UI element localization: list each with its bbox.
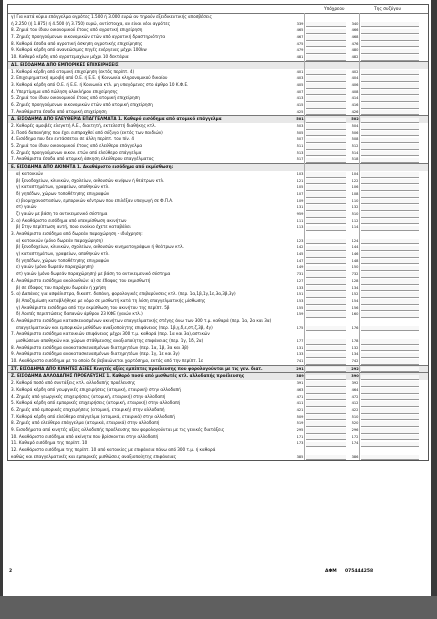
row-label: δ) γηπέδων, χώρων τοποθέτησης επιγραφών [16, 257, 110, 263]
spouse-field-code: 518 [351, 157, 359, 162]
taxpayer-field-code: 127 [296, 278, 304, 283]
row-label: β) Αποζημίωση καταβλήθηκε με νόμο σε μισθωτή κατά τη λύση επαγγελματικής μίσθωσης [16, 297, 206, 303]
row-label: ΣΤ. ΕΙΣΟΔΗΜΑ ΑΠΟ ΚΙΝΗΤΕΣ ΑΞΙΕΣ Κινητές αξίες εμπίπτες προέλευσης που φορολογούνται με τις γεν. διατ. [11, 365, 263, 371]
spouse-field-code: 390 [351, 374, 359, 379]
row-label: 8. Ζημιές από ελεύθερο επάγγελμα (ατομικά, εταιρικά) στην αλλοδαπή [11, 420, 160, 426]
taxpayer-field-code: 959 [296, 211, 304, 216]
form-row [8, 231, 428, 238]
taxpayer-column-label: Υπόχρεου [324, 6, 345, 12]
section-header-row [8, 61, 428, 69]
form-row [8, 75, 428, 82]
taxpayer-field-code: 413 [296, 96, 304, 101]
form-row [8, 394, 428, 401]
row-label: γ) καταστημάτων, γραφείων, αποθηκών κτλ. [16, 251, 110, 257]
row-label: 8. Καθαρά έσοδα από αγροτική άσκηση αγροτικής επιχείρησης [11, 40, 143, 46]
spouse-field-code: 110 [351, 198, 359, 203]
form-row [8, 318, 428, 325]
row-label: β) ξενοδοχείων, κλινικών, σχολείων, αιθουσών κιν/φων ή θεάτρων κτλ. [16, 177, 165, 183]
taxpayer-field-code: 171 [296, 434, 304, 439]
row-label: ε) γαιών (μόνο δωρεάν παραχώρηση) [16, 264, 94, 270]
form-row [8, 14, 428, 21]
form-row [8, 89, 428, 96]
taxpayer-field-code: 467 [296, 35, 304, 40]
form-row [8, 136, 428, 143]
form-row [8, 198, 428, 205]
row-label: στ) γαιών [16, 204, 37, 210]
taxpayer-field-code: 741 [296, 359, 304, 364]
taxpayer-field-code: 149 [296, 265, 304, 270]
form-row [8, 143, 428, 150]
form-row [8, 278, 428, 285]
taxpayer-field-code: 111 [296, 218, 304, 223]
taxpayer-field-code: 517 [296, 157, 304, 162]
row-label: α) κατοικιών [16, 170, 43, 176]
row-label: 3. Καθαρά κέρδη από γεωργικές επιχειρήσεις (ατομική, εταιρική) στην αλλοδαπή [11, 386, 181, 392]
tax-form-page [5, 4, 430, 578]
form-row [8, 291, 428, 298]
spouse-field-code: 466 [351, 28, 359, 33]
form-row [8, 251, 428, 258]
row-label: ή 2.250 (ή 1.875) ή 4.500 (ή 3.750) ευρώ, αντίστοιχα, αν είναι νέοι αγρότες [11, 20, 171, 26]
taxpayer-field-code: 151 [296, 292, 304, 297]
spouse-field-code: 132 [351, 345, 359, 350]
row-label: 11. Καθαρό εισόδημα της περίπτ. 10 [11, 440, 88, 446]
taxpayer-field-code: 177 [296, 339, 304, 343]
taxpayer-field-code: 142 [296, 245, 304, 250]
form-row [8, 171, 428, 178]
taxpayer-field-code: 401 [296, 69, 304, 74]
row-label: 9. Ακαθάριστο εισόδημα ανακατασκευασμένων διατηρητέων (περ. 1γ, 1ε και 3γ) [11, 351, 180, 357]
taxpayer-field-code: 731 [296, 272, 304, 277]
form-row [8, 338, 428, 345]
row-label: 7. Ζημιές προηγούμενων οικονομικών ετών από αγροτική δραστηριότητα [11, 34, 166, 40]
spouse-field-code: 144 [351, 245, 359, 250]
taxpayer-field-code: 411 [296, 401, 304, 406]
row-label: 2. α) Ακαθάριστο εισόδημα από υπεκμίσθωση ακινήτων [11, 217, 127, 223]
row-label: γ) Ακαθάριστο εισόδημα από την εκμίσθωση του ακινήτου της περίπτ. 5β [16, 304, 170, 310]
spouse-field-code: 340 [351, 21, 359, 26]
spouse-field-code: 292 [351, 366, 359, 371]
taxpayer-field-code: 109 [296, 198, 304, 203]
spouse-field-code: 122 [351, 178, 359, 183]
form-row [8, 298, 428, 305]
spouse-field-code: 422 [351, 407, 359, 412]
row-label: 4. Υπερτίμημα από πώληση ολοκλήρου επιχείρησης [11, 88, 118, 94]
taxpayer-field-code: 471 [296, 394, 304, 399]
row-label: 3. Καθαρά κέρδη από Ο.Ε. ή Ε.Ε. ή Κοινωνία κτλ. μη υπαγόμενες στο άρθρο 10 Κ.Φ.Ε. [11, 81, 189, 87]
taxpayer-field-code: 407 [296, 89, 304, 94]
spouse-amount-field[interactable] [361, 455, 419, 461]
spouse-field-code: 732 [351, 272, 359, 277]
taxpayer-field-code: 133 [296, 352, 304, 357]
row-label: δ) γηπέδων, χώρων τοποθέτησης επιγραφών [16, 190, 110, 196]
form-row [8, 156, 428, 163]
form-row [8, 211, 428, 218]
taxpayer-field-code: 507 [296, 137, 304, 142]
spouse-field-code: 124 [351, 238, 359, 243]
row-label: 3. Ποσό δαπανήσης που έχει εισπραχθεί από σύζυγο (εκτός των παιδιών) [11, 129, 163, 135]
form-row [8, 305, 428, 312]
viewer-left-edge [0, 0, 3, 596]
form-row [8, 454, 428, 461]
form-row [8, 285, 428, 292]
spouse-field-code: 104 [351, 171, 359, 176]
row-label: 7. Ακαθάριστο εισόδημα κατοικιών επιφάνειας μέχρι 300 τ.μ. καθαρά (περ. 1α και 3α),αστικών [11, 331, 210, 337]
spouse-field-code: 148 [351, 258, 359, 263]
row-label: 9. Καθαρά κέρδη από ανανεώσιμες πηγές ενέργειας μέχρι 100kw [11, 47, 147, 53]
taxpayer-field-code: 123 [296, 238, 304, 243]
spouse-field-code: 512 [351, 144, 359, 149]
spouse-field-code: 296 [351, 427, 359, 432]
taxpayer-field-code: 511 [296, 144, 304, 149]
row-label: δ) Λοιπές περιπτώσεις δαπανών άρθρου 23 ΚΦΕ (γαιών κτλ.) [16, 311, 143, 317]
form-row [8, 218, 428, 225]
spouse-field-code: 506 [351, 130, 359, 135]
form-row [8, 178, 428, 185]
form-row [8, 123, 428, 130]
row-label: 5. Ζημιά του ίδιου οικονομικού έτους από ελεύθερο επάγγελμα [11, 143, 143, 149]
page-number: 2 [9, 569, 13, 574]
taxpayer-field-code: 145 [296, 252, 304, 257]
spouse-field-code: 154 [351, 298, 359, 303]
taxpayer-field-code: 403 [296, 76, 304, 81]
taxpayer-field-code: 475 [296, 41, 304, 46]
form-row [8, 109, 428, 116]
taxpayer-field-code: 103 [296, 171, 304, 176]
taxpayer-field-code: 153 [296, 298, 304, 303]
taxpayer-field-code: 509 [296, 414, 304, 419]
spouse-field-code: 108 [351, 191, 359, 196]
row-label: επαγγελματικών και εμπορικών μεθόδων αναξιοποίητης επιφάνειας (περ. 1β,γ,δ,ε,στ,ζ,3β, 4γ) [16, 324, 213, 330]
row-label: β) σε έδαφος του παρόχου δωρεάν ή χρήση [16, 284, 107, 290]
form-row [8, 387, 428, 394]
row-label: 2. Καθαρές αμοιβές ελεγκτή Α.Ε., διαιτητή, εκτελεστή διαθήκης κτλ. [11, 123, 156, 128]
spouse-field-code: 132 [351, 205, 359, 210]
taxpayer-field-code: 291 [296, 366, 304, 371]
spouse-field-code: 406 [351, 82, 359, 87]
spouse-field-code: 480 [351, 48, 359, 53]
section-header-row [8, 372, 428, 380]
spouse-field-code: 508 [351, 137, 359, 142]
spouse-field-code: 404 [351, 76, 359, 81]
form-row [8, 311, 428, 318]
spouse-field-code: 464 [351, 387, 359, 392]
spouse-field-code: 520 [351, 421, 359, 426]
spouse-field-code: 134 [351, 285, 359, 290]
form-row [8, 331, 428, 338]
spouse-field-code: 106 [351, 185, 359, 190]
form-row [8, 47, 428, 54]
taxpayer-field-code: 173 [296, 441, 304, 446]
spouse-field-code: 504 [351, 124, 359, 128]
row-label: 6. Ζημιές προηγούμενων οικονομικών ετών από ατομική επιχείρηση [11, 101, 153, 107]
spouse-field-code: 146 [351, 252, 359, 257]
taxpayer-field-code: 465 [296, 28, 304, 33]
row-label: ζ) γαιών με βάση το αντικειμενικό σύστημα [16, 210, 108, 216]
row-label: β) ξενοδοχείων, κλινικών, σχολείων, αιθουσών κινηματογράφων ή θεάτρων κτλ. [16, 244, 184, 250]
spouse-field-code: 742 [351, 359, 359, 364]
spouse-field-code: 112 [351, 218, 359, 223]
spouse-field-code: 412 [351, 401, 359, 406]
form-row [8, 440, 428, 447]
taxpayer-field-code: 391 [296, 381, 304, 386]
taxpayer-field-code: 481 [296, 55, 304, 60]
row-label: 6. Ζημιές προηγούμενων οικον. ετών από ελεύθερο επάγγελμα [11, 149, 142, 155]
form-row [8, 191, 428, 198]
spouse-field-code: 476 [351, 41, 359, 46]
taxpayer-field-code: 421 [296, 407, 304, 412]
taxpayer-field-code: 131 [296, 345, 304, 350]
row-label: 5. α) Δαπάνες για ασφάλιστρα, δικαστ. δαπάνη, φορολογικές επιβαρύνσεις κτλ. (περ. 1α,1β,1γ,1ε,3α,3β,3γ) [11, 291, 236, 297]
row-label: 4. Ζημιές από γεωργικές επιχειρήσεις (ατομική, εταιρική) στην αλλοδαπή [11, 393, 166, 399]
row-label: Δ1. ΕΙΣΟΔΗΜΑ ΑΠΟ ΕΜΠΟΡΙΚΕΣ ΕΠΙΧΕΙΡΗΣΕΙΣ [11, 61, 119, 67]
spouse-field-code: 386 [351, 454, 359, 459]
taxpayer-field-code: 503 [296, 124, 304, 128]
row-label: 4. Ακαθάριστο εισόδημα ακολουθιών: α) σε έδαφος του εκμισθωτή [11, 277, 151, 283]
row-label: 8. Ζημιά του ίδιου οικονομικού έτους από αγροτική επιχείρηση [11, 27, 143, 33]
income-form-table [7, 4, 429, 461]
spouse-column-label: Της συζύγου [374, 6, 401, 12]
taxpayer-field-code: 147 [296, 258, 304, 263]
form-row [8, 345, 428, 352]
taxpayer-field-code: 389 [296, 374, 304, 379]
form-row [8, 238, 428, 245]
spouse-field-code: 128 [351, 278, 359, 283]
row-label: γ) καταστημάτων, γραφείων, αποθηκών κτλ. [16, 184, 110, 190]
form-row [8, 420, 428, 427]
taxpayer-field-code: 131 [296, 205, 304, 210]
row-label: 2. Καθαρό ποσό από συντάξεις κτλ. αλλοδαπής προέλευσης [11, 380, 136, 386]
row-label: 10. Ακαθάριστο εισόδημα από ακίνητα που βρίσκονται στην αλλοδαπή [11, 433, 159, 439]
row-label: 1. Καθαρό κέρδη από ατομική επιχείρηση (εκτός περίπτ. 4) [11, 68, 135, 74]
row-label: 10. Ακαθάριστο εισόδημα με το οποίο δε βεβαιώνεται χαρτόσημο, εκτός από την περίπτ. 1ε [11, 358, 204, 364]
taxpayer-field-code: 415 [296, 102, 304, 107]
form-row [8, 325, 428, 332]
spouse-field-code: 416 [351, 102, 359, 107]
row-label: 5. Καθαρά κέρδη από εμπορικές επιχειρήσεις (ατομική, εταιρική) στην αλλοδαπή [11, 400, 181, 406]
viewer-bottom-toolbar [0, 596, 437, 619]
column-divider [359, 13, 360, 460]
row-label: καθώς και επαγγελματικές και εμπορικές μισθώσεις αναξιοποίητης επιφάνειας [11, 453, 177, 459]
row-label: στ) γαιών (μόνο δωρεάν παραχώρηση) με βάση το αντικειμενικό σύστημα [16, 271, 171, 277]
form-row [8, 34, 428, 41]
row-label: γ) Για κατά κύριο επάγγελμα αγρότες 1.500 ή 3.000 ευρώ αν τηρούν εξειδικευτικής αποσβέσεις [11, 14, 212, 19]
form-row [8, 380, 428, 387]
spouse-field-code: 172 [351, 434, 359, 439]
row-label: 8. Ακαθάριστο εισόδημα ανακατασκευασμένων διατηρητέων (περ. 1α, 1β, 3α και 3β) [11, 344, 189, 350]
page-footer [9, 569, 429, 579]
row-label: β) Στην περίπτωση αυτή, ποιο ενοίκιο έχετε καταβάλει [16, 224, 131, 230]
form-row [8, 414, 428, 421]
form-row [8, 150, 428, 157]
form-row [8, 95, 428, 102]
section-header-row [8, 365, 428, 373]
form-row [8, 204, 428, 211]
form-row [8, 54, 428, 61]
row-label: 7. Ακαθάριστα έσοδα από ατομική άσκηση ελεύθερου επαγγέλματος [11, 156, 154, 162]
taxpayer-field-code: 105 [296, 185, 304, 190]
row-label: Ζ. ΕΙΣΟΔΗΜΑ ΑΛΛΟΔΑΠΗΣ ΠΡΟΕΛΕΥΣΗΣ 1. Καθαρό ποσό από μισθωτές κτλ. αλλοδαπής προέλευσης [11, 373, 245, 379]
form-row [8, 427, 428, 434]
row-label: 3. Ακαθάριστο εισόδημα από δωρεάν παραχώρηση - ιδιόχρηση: [11, 231, 143, 236]
afm-label: ΑΦΜ [325, 569, 337, 574]
row-label: α) κατοικιών (μόνο δωρεάν παραχώρηση) [16, 237, 103, 243]
column-header [8, 5, 428, 14]
taxpayer-field-code: 519 [296, 421, 304, 426]
spouse-field-code: 178 [351, 339, 359, 343]
taxpayer-field-code: 295 [296, 427, 304, 432]
row-label: 6. Ζημιές από εμπορικές επιχειρήσεις (ατομική, εταιρική) στην αλλοδαπή [11, 406, 165, 412]
taxpayer-field-code: 133 [296, 285, 304, 290]
spouse-field-code: 408 [351, 89, 359, 94]
taxpayer-field-code: 113 [296, 225, 304, 230]
form-row [8, 434, 428, 441]
form-row [8, 41, 428, 48]
spouse-field-code: 134 [351, 352, 359, 357]
row-label: 4. Εισόδημα που δεν εντάσσεται σε άλλη περίπτ. του πίν. 4 [11, 136, 134, 142]
form-row [8, 130, 428, 137]
taxpayer-field-code: 479 [296, 48, 304, 53]
row-label: 7. Ακαθάριστα έσοδα από ατομική επιχείρηση [11, 108, 107, 114]
form-row [8, 102, 428, 109]
section-header-row [8, 115, 428, 123]
taxpayer-field-code: 159 [296, 312, 304, 317]
spouse-field-code: 510 [351, 414, 359, 419]
spouse-field-code: 156 [351, 305, 359, 310]
form-row [8, 264, 428, 271]
form-row [8, 407, 428, 414]
row-label: 12. Ακαθάριστο εισόδημα της περίπτ. 10 από κατοικίες με επιφάνεια πάνω από 300 τ.μ. ή καθαρά [11, 447, 216, 452]
form-row [8, 184, 428, 191]
spouse-field-code: 152 [351, 292, 359, 297]
spouse-field-code: 510 [351, 211, 359, 216]
form-row [8, 351, 428, 358]
row-label: μισθώσεων αποθηκών και χώρων στάθμευσης αναξιοποίητης επιφάνειας (περ. 1γ, 1δ, 2α) [16, 338, 204, 343]
taxpayer-field-code: 513 [296, 150, 304, 155]
spouse-field-code: 482 [351, 55, 359, 60]
row-label: Ε. ΕΙΣΟΔΗΜΑ ΑΠΟ ΑΚΙΝΗΤΑ 1. Ακαθάριστο εισόδημα από εκμίσθωση: [11, 164, 174, 170]
spouse-field-code: 514 [351, 150, 359, 155]
row-label: 2. Επιχειρηματική αμοιβή από Ο.Ε. ή Ε.Ε. ή Κοινωνία κληρονομικού δικαίου [11, 75, 168, 81]
form-row [8, 244, 428, 251]
taxpayer-field-code: 155 [296, 305, 304, 310]
row-label: 10. Καθαρό κέρδη από αγροτεμαχίων μέχρι 10 δεκτάρια [11, 54, 129, 60]
spouse-field-code: 160 [351, 312, 359, 317]
form-row [8, 400, 428, 407]
row-label: 7. Καθαρά κέρδη από ελεύθερο επάγγελμα (ατομικά, εταιρικά) στην αλλοδαπή [11, 413, 175, 419]
column-divider [304, 13, 305, 460]
spouse-field-code: 402 [351, 69, 359, 74]
spouse-field-code: 426 [351, 109, 359, 114]
taxpayer-field-code: 121 [296, 178, 304, 183]
taxpayer-field-code: 405 [296, 82, 304, 87]
taxpayer-field-code: 385 [296, 454, 304, 459]
form-row [8, 258, 428, 265]
row-label: 6. Ακαθάριστο εισόδημα κατασκευασμένων ακινήτων επαγγελματικής στέγης άνω των 300 τ.μ. καθαρά (περ. 1α, 2α και 3α) [11, 317, 272, 323]
form-row [8, 447, 428, 454]
form-row [8, 82, 428, 89]
row-label: ε) βιομηχανοστασίων, εμπορικών κέντρων που επιλέξαν υπαγωγή σε Φ.Π.Α. [16, 197, 174, 203]
spouse-field-code: 150 [351, 265, 359, 270]
spouse-field-code: 392 [351, 381, 359, 386]
viewer-scrollbar[interactable] [431, 0, 437, 596]
spouse-field-code: 174 [351, 441, 359, 446]
spouse-field-code: 414 [351, 96, 359, 101]
spouse-field-code: 472 [351, 394, 359, 399]
spouse-field-code: 502 [351, 117, 359, 122]
row-label: Δ. ΕΙΣΟΔΗΜΑ ΑΠΟ ΕΛΕΥΘΕΡΙΑ ΕΠΑΓΓΕΛΜΑΤΑ 1. Καθαρό εισόδημα από ατομικό επάγγελμα [11, 116, 222, 122]
form-row [8, 271, 428, 278]
taxpayer-field-code: 505 [296, 130, 304, 135]
taxpayer-field-code: 175 [296, 325, 304, 330]
form-row [8, 69, 428, 76]
taxpayer-field-code: 107 [296, 191, 304, 196]
taxpayer-field-code: 501 [296, 117, 304, 122]
spouse-field-code: 114 [351, 225, 359, 230]
form-rows [8, 14, 428, 460]
taxpayer-amount-field[interactable] [306, 455, 346, 461]
form-row [8, 27, 428, 34]
taxpayer-field-code: 425 [296, 109, 304, 114]
spouse-field-code: 468 [351, 35, 359, 40]
row-label: 5. Ζημιά του ίδιου οικονομικού έτους από ατομική επιχείρηση [11, 95, 140, 101]
form-row [8, 21, 428, 28]
form-row [8, 224, 428, 231]
form-row [8, 358, 428, 365]
taxpayer-field-code: 463 [296, 387, 304, 392]
row-label: 9. Εισοδήματα από κινητές αξίες αλλοδαπής προέλευσης που φορολογούνται με τις γενικές διατάξεις [11, 426, 225, 432]
spouse-field-code: 176 [351, 325, 359, 330]
taxpayer-field-code: 339 [296, 21, 304, 26]
section-header-row [8, 163, 428, 171]
afm-value: 075444258 [345, 569, 374, 574]
